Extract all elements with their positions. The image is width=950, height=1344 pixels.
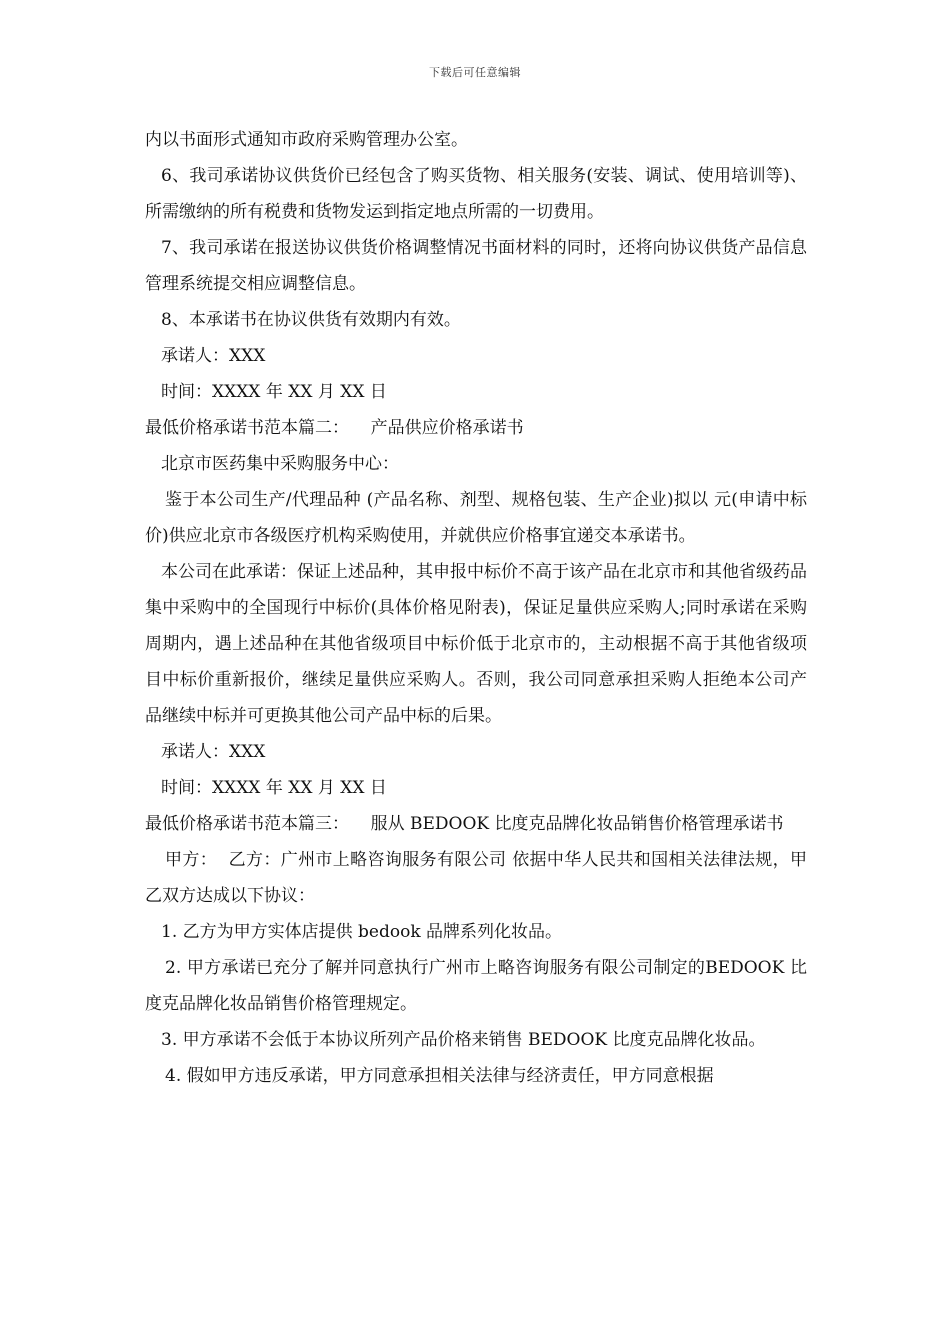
list-item-4: 4. 假如甲方违反承诺，甲方同意承担相关法律与经济责任，甲方同意根据	[165, 1066, 714, 1086]
section-title-3: 最低价格承诺书范本篇三： 服从 BEDOOK 比度克品牌化妆品销售价格管理承诺书	[145, 814, 784, 834]
list-item-3: 3. 甲方承诺不会低于本协议所列产品价格来销售 BEDOOK 比度克品牌化妆品。	[161, 1030, 766, 1050]
paragraph-6: 本公司在此承诺：保证上述品种，其申报中标价不高于该产品在北京市和其他省级药品集中采购中的全国现行中标价(具体价格见附表)，保证足量供应采购人;同时承诺在采购周期内，遇上述品种在其他省级项目中标价低于北京市的，主动根据不高于其他省级项目中标价重新报价，继续足量供应采购人。否则，我公司同意承担采购人拒绝本公司产品继续中标并可更换其他公司产品中标的后果。	[145, 562, 807, 726]
paragraph-7: 甲方： 乙方：广州市上略咨询服务有限公司 依据中华人民共和国相关法律法规，甲乙双方达成以下协议：	[145, 850, 807, 906]
paragraph-1: 内以书面形式通知市政府采购管理办公室。	[145, 130, 468, 150]
signer-line-1: 承诺人：XXX	[161, 346, 266, 366]
paragraph-3: 7、我司承诺在报送协议供货价格调整情况书面材料的同时，还将向协议供货产品信息管理系统提交相应调整信息。	[145, 238, 807, 294]
section-title-2: 最低价格承诺书范本篇二： 产品供应价格承诺书	[145, 418, 524, 438]
paragraph-5: 鉴于本公司生产/代理品种 (产品名称、剂型、规格包装、生产企业)拟以 元(申请中标价)供应北京市各级医疗机构采购使用，并就供应价格事宜递交本承诺书。	[145, 490, 807, 546]
signer-line-2: 承诺人：XXX	[161, 742, 266, 762]
date-line-1: 时间：XXXX 年 XX 月 XX 日	[161, 382, 387, 402]
paragraph-2: 6、我司承诺协议供货价已经包含了购买货物、相关服务(安装、调试、使用培训等)、所需缴纳的所有税费和货物发运到指定地点所需的一切费用。	[145, 166, 807, 222]
list-item-2: 2. 甲方承诺已充分了解并同意执行广州市上略咨询服务有限公司制定的BEDOOK 比度克品牌化妆品销售价格管理规定。	[145, 958, 807, 1014]
document-body	[145, 122, 807, 1094]
paragraph-4: 8、本承诺书在协议供货有效期内有效。	[161, 310, 461, 330]
list-item-1: 1. 乙方为甲方实体店提供 bedook 品牌系列化妆品。	[161, 922, 563, 942]
page-header: 下载后可任意编辑	[429, 66, 521, 79]
date-line-2: 时间：XXXX 年 XX 月 XX 日	[161, 778, 387, 798]
addressee-line: 北京市医药集中采购服务中心：	[161, 454, 399, 474]
